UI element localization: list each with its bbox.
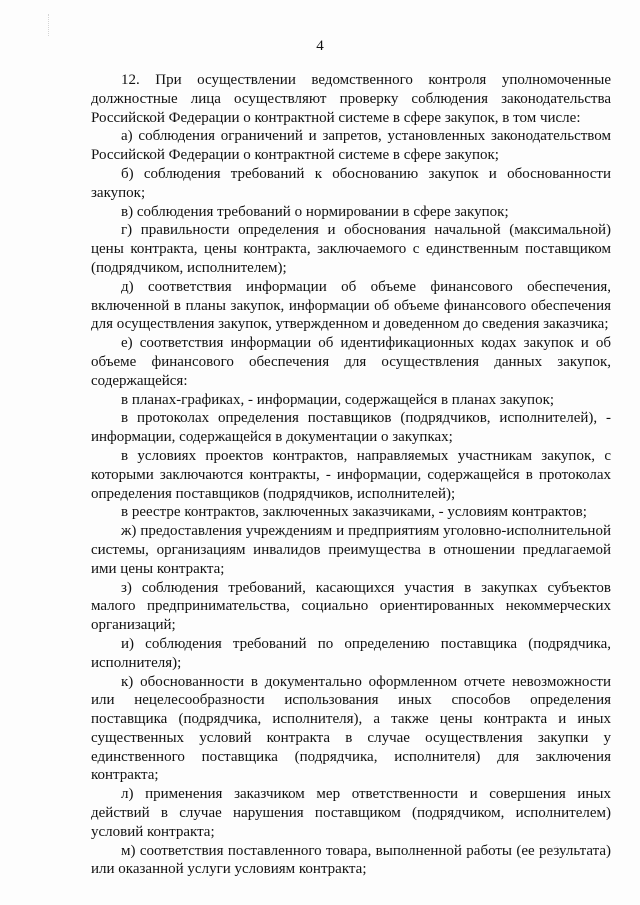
paragraph-item-zh: ж) предоставления учреждениям и предприятиям уголовно-исполнительной системы, организациям инвалидов преимущества в отношении предлагаемой ими цены контракта; (91, 523, 611, 577)
scan-artifact (48, 14, 55, 36)
paragraph-subitem-plans: в планах-графиках, - информации, содержащейся в планах закупок; (121, 391, 555, 408)
paragraph-item-v: в) соблюдения требований о нормировании в сфере закупок; (121, 203, 509, 220)
document-body (91, 71, 611, 879)
paragraph-item-b: б) соблюдения требований к обоснованию закупок и обоснованности закупок; (91, 165, 611, 201)
paragraph-subitem-registry: в реестре контрактов, заключенных заказчиками, - условиям контрактов; (121, 504, 587, 521)
paragraph-item-a: а) соблюдения ограничений и запретов, установленных законодательством Российской Федерации о контрактной системе в сфере закупок; (91, 128, 611, 164)
paragraph-item-k: к) обоснованности в документально оформленном отчете невозможности или нецелесообразности использования иных способов определения поставщика (подрядчика, исполнителя), а также цены контракта и иных существенных условий контракта в случае осуществления закупки у единственного поставщика (подрядчика, исполнителя) для заключения контракта; (91, 673, 611, 784)
paragraph-subitem-protocols: в протоколах определения поставщиков (подрядчиков, исполнителей), - информации, содержащейся в документации о закупках; (91, 410, 611, 446)
paragraph-item-d: д) соответствия информации об объеме финансового обеспечения, включенной в планы закупок, информации об объеме финансового обеспечения для осуществления закупок, утвержденном и доведенном до сведения заказчика; (91, 278, 611, 333)
paragraph-item-g: г) правильности определения и обоснования начальной (максимальной) цены контракта, цены контракта, заключаемого с единственным поставщиком (подрядчиком, исполнителем); (91, 222, 611, 276)
page-number: 4 (316, 38, 324, 54)
paragraph-item-z: з) соблюдения требований, касающихся участия в закупках субъектов малого предпринимательства, социально ориентированных некоммерческих организаций; (91, 579, 611, 634)
paragraph-item-e: е) соответствия информации об идентификационных кодах закупок и об объеме финансового обеспечения для осуществления данных закупок, содержащейся: (91, 335, 611, 389)
paragraph-item-l: л) применения заказчиком мер ответственности и совершения иных действий в случае нарушения поставщиком (подрядчиком, исполнителем) условий контракта; (91, 786, 611, 840)
paragraph-12-intro: 12. При осуществлении ведомственного контроля уполномоченные должностные лица осуществляют проверку соблюдения законодательства Российской Федерации о контрактной системе в сфере закупок, в том числе: (91, 72, 611, 126)
paragraph-subitem-contract-drafts: в условиях проектов контрактов, направляемых участникам закупок, с которыми заключаются контракты, - информации, содержащейся в протоколах определения поставщиков (подрядчиков, исполнителей); (91, 447, 611, 502)
paragraph-item-m: м) соответствия поставленного товара, выполненной работы (ее результата) или оказанной услуги условиям контракта; (91, 842, 611, 878)
paragraph-item-i: и) соблюдения требований по определению поставщика (подрядчика, исполнителя); (91, 635, 611, 671)
